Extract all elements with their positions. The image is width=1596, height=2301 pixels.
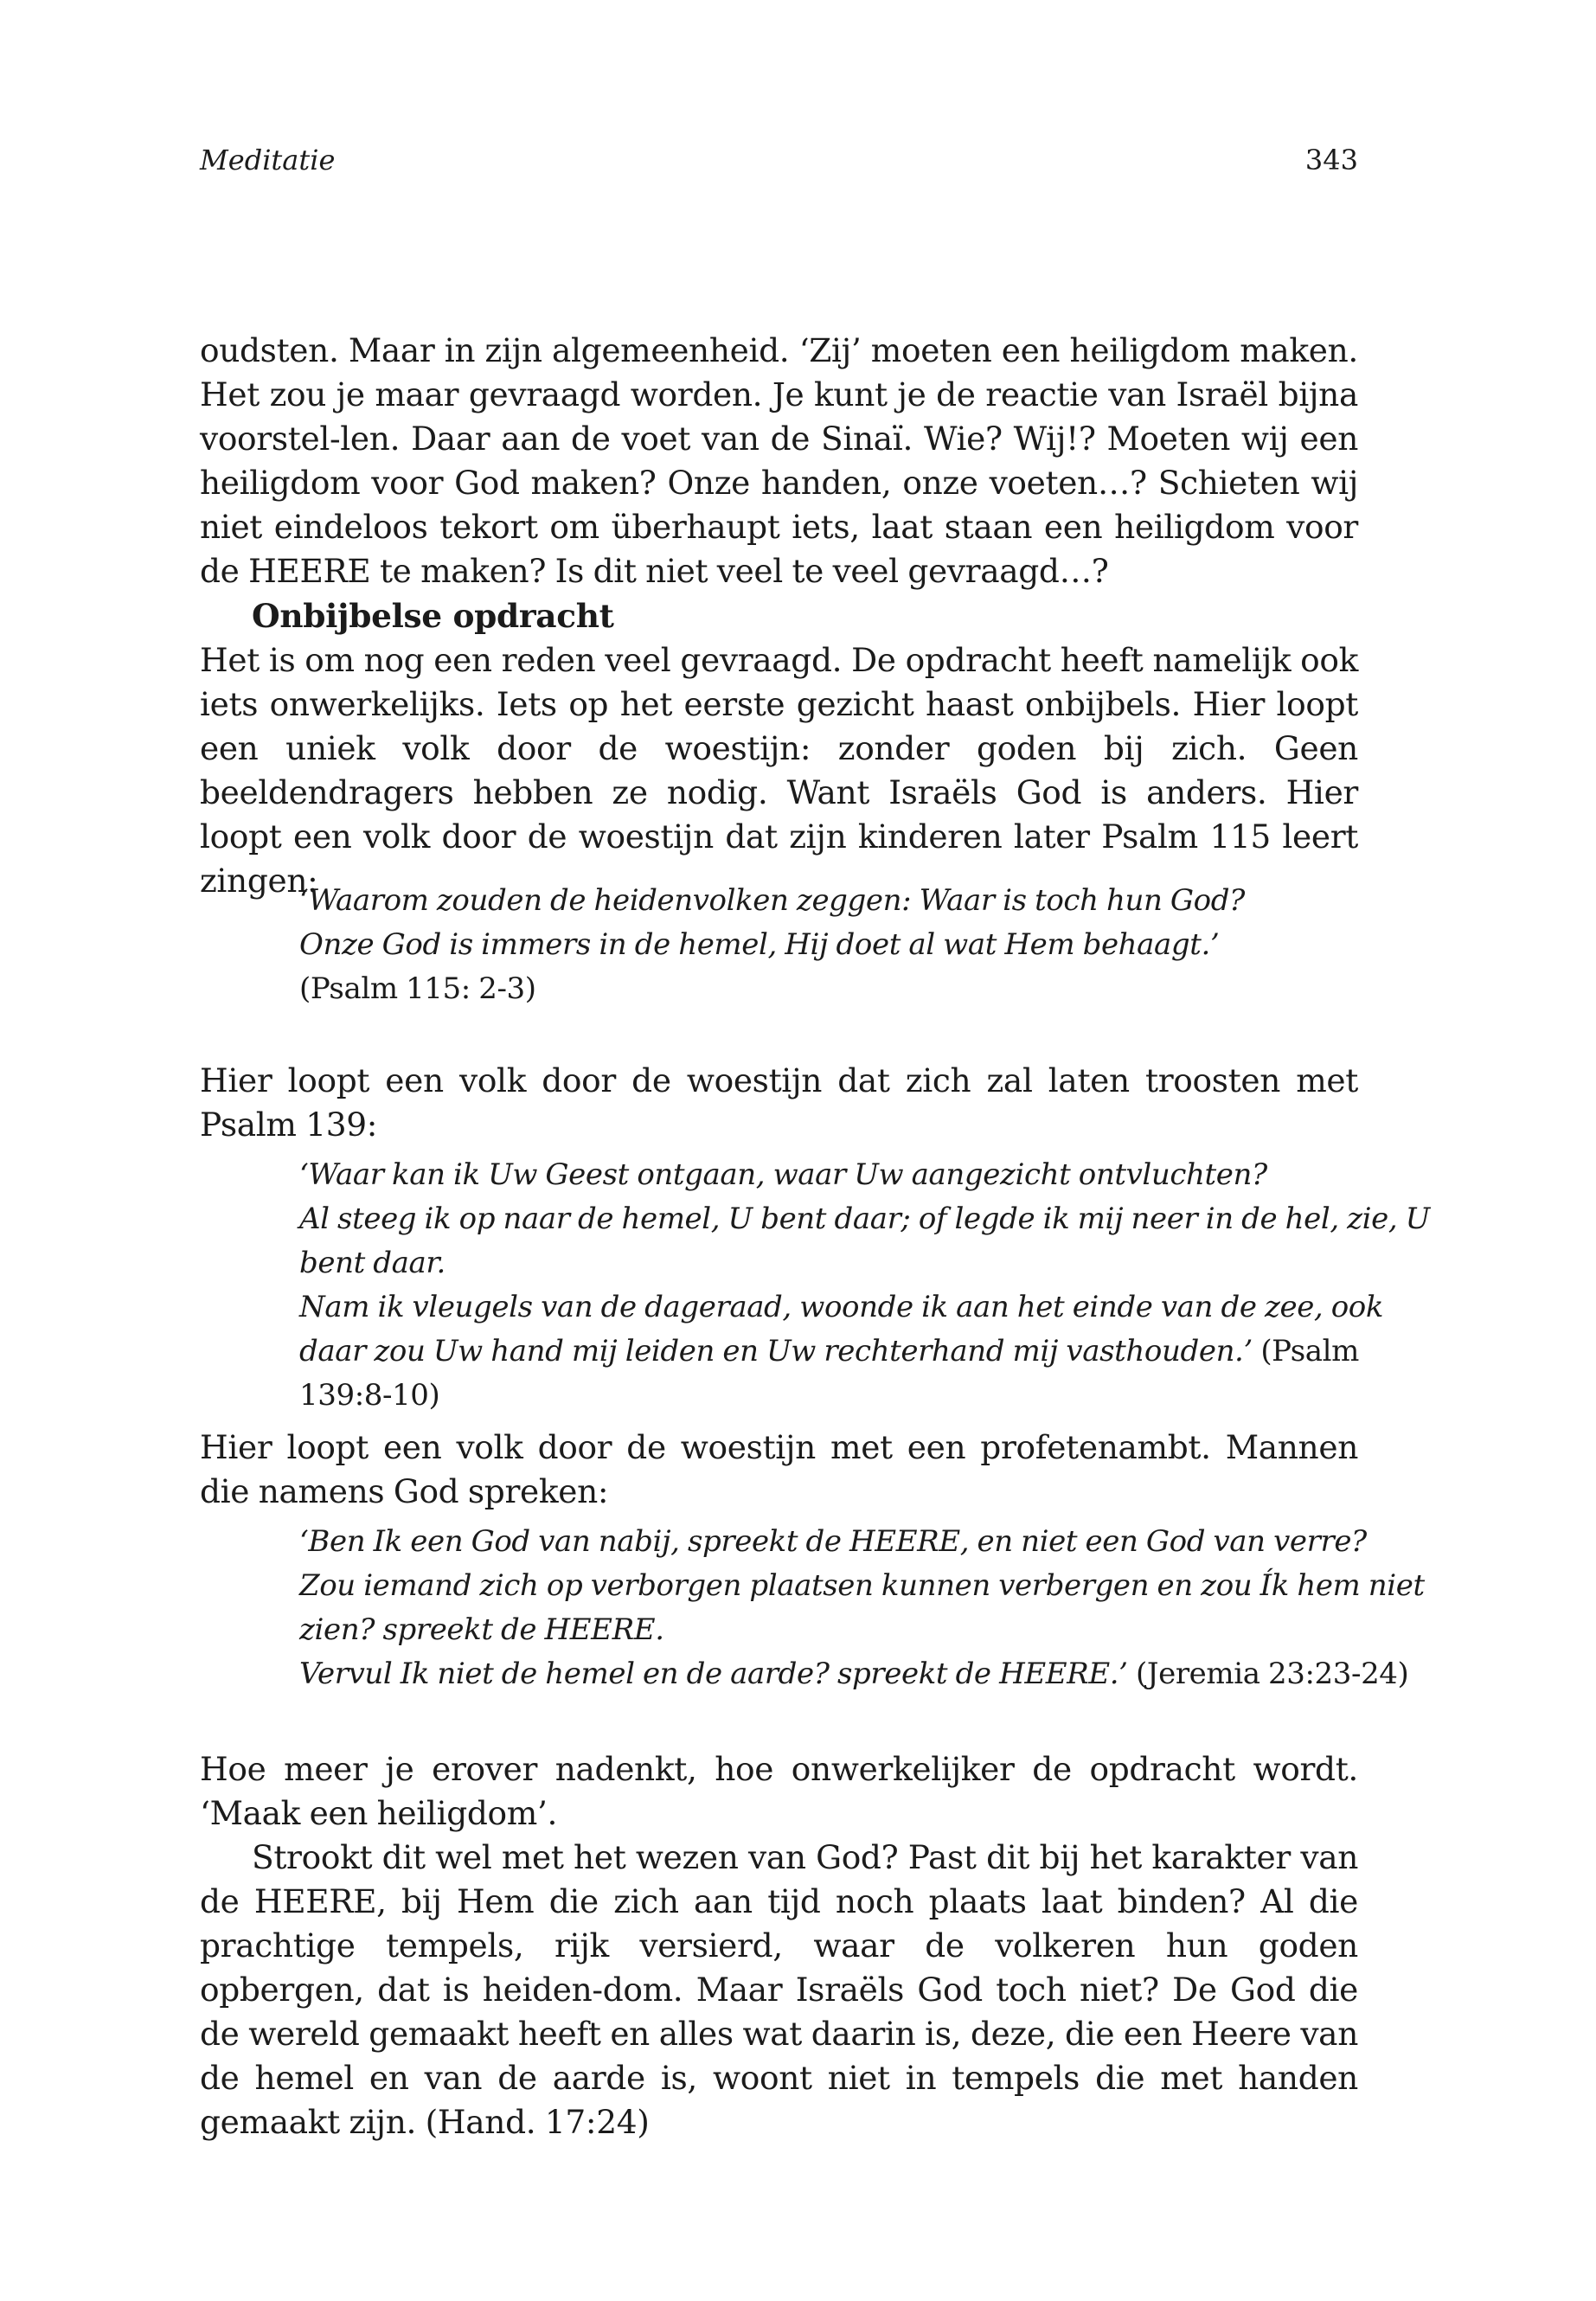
quote-line: Onze God is immers in de hemel, Hij doet al wat Hem behaagt.’ bbox=[299, 927, 1220, 962]
quote-line: ‘Ben Ik een God van nabij, spreekt de HEERE, en niet een God van verre? bbox=[299, 1524, 1367, 1559]
paragraph-2: Het is om nog een reden veel gevraagd. De opdracht heeft namelijk ook iets onwerkelijks. Iets op het eerste gezicht haast onbijbels. Hier loopt een uniek volk door de woestijn: zonder goden bij zich. Geen beeldendragers hebben ze nodig. Want Israëls God is anders. Hier loopt een volk door de woestijn dat zijn kinderen later Psalm 115 leert zingen: bbox=[200, 641, 1358, 900]
running-head bbox=[200, 138, 1358, 182]
quote-reference: (Psalm 115: 2-3) bbox=[299, 971, 536, 1006]
quote-jeremia bbox=[200, 1520, 1458, 1696]
paragraph-6: Strookt dit wel met het wezen van God? Past dit bij het karakter van de HEERE, bij Hem die zich aan tijd noch plaats laat binden? Al die prachtige tempels, rijk versierd, waar de volkeren hun goden opbergen, dat is heiden-dom. Maar Israëls God toch niet? De God die de wereld gemaakt heeft en alles wat daarin is, deze, die een Heere van de hemel en van de aarde is, woont niet in tempels die met handen gemaakt zijn. (Hand. 17:24) bbox=[200, 1838, 1358, 2141]
quote-line: Al steeg ik op naar de hemel, U bent daar; of legde ik mij neer in de hel, zie, U bent daar. bbox=[299, 1202, 1430, 1280]
quote-line-text: Vervul Ik niet de hemel en de aarde? spreekt de HEERE.’ bbox=[299, 1657, 1128, 1691]
quote-reference: (Psalm 139:8-10) bbox=[299, 1334, 1359, 1413]
quote-line bbox=[299, 1652, 1458, 1696]
quote-reference: (Jeremia 23:23-24) bbox=[1136, 1657, 1409, 1691]
running-title: Meditatie bbox=[200, 144, 336, 176]
paragraph-4: Hier loopt een volk door de woestijn met een profetenambt. Mannen die namens God spreken: bbox=[200, 1428, 1358, 1510]
section-heading: Onbijbelse opdracht bbox=[252, 597, 614, 635]
quote-line: ‘Waar kan ik Uw Geest ontgaan, waar Uw aangezicht ontvluchten? bbox=[299, 1157, 1267, 1192]
quote-line-text: Nam ik vleugels van de dageraad, woonde ik aan het einde van de zee, ook daar zou Uw hand mij leiden en Uw rechterhand mij vasthouden.’ bbox=[299, 1290, 1384, 1368]
quote-psalm-139 bbox=[200, 1153, 1458, 1418]
quote-line: ‘Waarom zouden de heidenvolken zeggen: Waar is toch hun God? bbox=[299, 883, 1245, 918]
paragraph-5: Hoe meer je erover nadenkt, hoe onwerkelijker de opdracht wordt. ‘Maak een heiligdom’. bbox=[200, 1750, 1358, 1832]
paragraph-1: oudsten. Maar in zijn algemeenheid. ‘Zij’ moeten een heiligdom maken. Het zou je maar gevraagd worden. Je kunt je de reactie van Israël bijna voorstel-len. Daar aan de voet van de Sinaï. Wie? Wij!? Moeten wij een heiligdom voor God maken? Onze handen, onze voeten…? Schieten wij niet eindeloos tekort om überhaupt iets, laat staan een heiligdom voor de HEERE te maken? Is dit niet veel te veel gevraagd…? bbox=[200, 331, 1358, 590]
quote-line: Zou iemand zich op verborgen plaatsen kunnen verbergen en zou Ík hem niet zien? spreekt de HEERE. bbox=[299, 1568, 1425, 1647]
quote-psalm-115 bbox=[200, 879, 1458, 1011]
quote-line bbox=[299, 1285, 1458, 1418]
page-number: 343 bbox=[1304, 144, 1358, 176]
paragraph-3: Hier loopt een volk door de woestijn dat zich zal laten troosten met Psalm 139: bbox=[200, 1061, 1358, 1144]
